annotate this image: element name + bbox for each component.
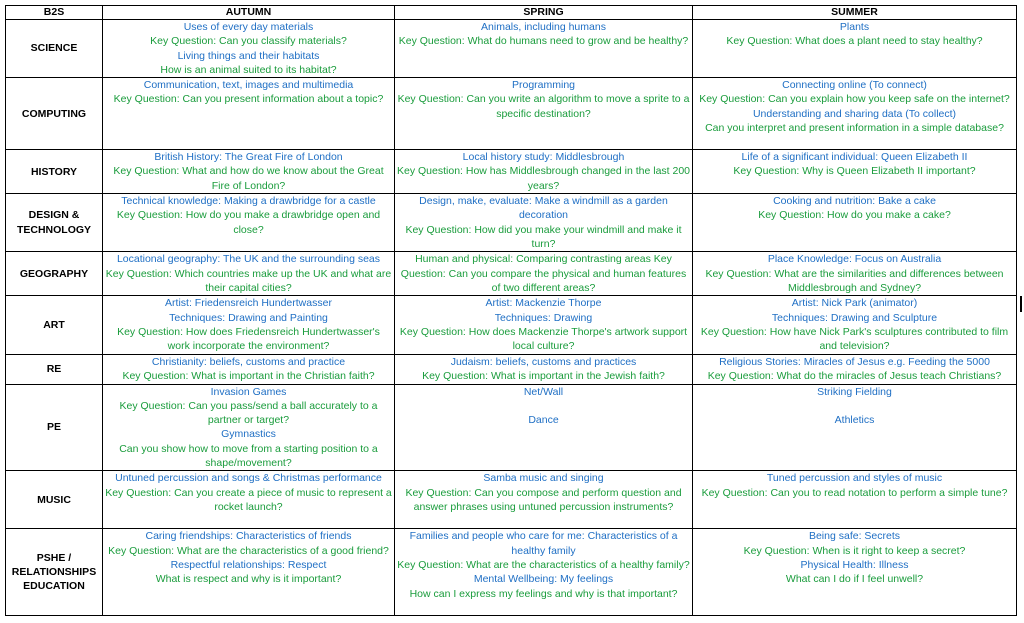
topic-line: Physical Health: Illness [800,558,909,571]
key-question: Can you interpret and present information in a simple database? [705,122,1004,135]
topic-line: Understanding and sharing data (To collect) [752,107,957,120]
cell-summer [693,252,1017,296]
key-question: Key Question: Can you present information about a topic? [113,93,384,106]
topic-line: Programming [511,79,576,92]
topic-line: Techniques: Drawing [494,311,593,324]
cell-spring [395,194,693,252]
curriculum-table [5,5,1017,616]
key-question: Key Question: What are the characteristics of a good friend? [108,544,389,557]
topic-line: Samba music and singing [483,472,604,485]
key-question: Key Question: Can you explain how you keep safe on the internet? [699,93,1010,106]
cell-spring [395,150,693,194]
topic-line: Life of a significant individual: Queen Elizabeth II [741,151,968,164]
subject-cell: SCIENCE [6,20,103,78]
key-question: Key Question: What is important in the Jewish faith? [422,369,665,382]
key-question: How is an animal suited to its habitat? [160,63,337,76]
key-question: Key Question: How has Middlesbrough changed in the last 200 years? [397,165,691,192]
topic-line: Judaism: beliefs, customs and practices [450,355,637,368]
cell-spring [395,296,693,354]
key-question: Key Question: How do you make a drawbridge open and close? [116,209,381,236]
table-row [6,354,1017,384]
key-question: Key Question: Can you write an algorithm to move a sprite to a specific destination? [397,93,690,120]
topic-line: Techniques: Drawing and Painting [169,311,328,324]
topic-line: Invasion Games [210,385,287,398]
topic-line: Cooking and nutrition: Bake a cake [773,195,936,208]
topic-line: Communication, text, images and multimedia [143,79,354,92]
table-row [6,150,1017,194]
cell-autumn [103,194,395,252]
key-question: Key Question: What are the similarities and differences between Middlesbrough and Sydney? [705,267,1004,294]
subject-cell: PE [6,384,103,471]
cell-spring [395,354,693,384]
cell-spring [395,529,693,616]
topic-line: Athletics [834,414,875,427]
topic-line: Living things and their habitats [177,49,320,62]
key-question: Key Question: Can you create a piece of music to represent a rocket launch? [105,486,392,513]
header-corner: B2S [6,6,103,20]
cell-autumn [103,20,395,78]
topic-line: Caring friendships: Characteristics of friends [145,530,352,543]
cell-spring [395,78,693,150]
topic-line: Connecting online (To connect) [782,79,927,92]
topic-line: Design, make, evaluate: Make a windmill as a garden decoration [419,195,668,222]
cell-autumn [103,384,395,471]
topic-line: Artist: Friedensreich Hundertwasser [165,297,332,310]
table-row [6,194,1017,252]
key-question: Key Question: Which countries make up the UK and what are their capital cities? [105,267,392,294]
key-question: Key Question: What do humans need to grow and be healthy? [398,35,689,48]
topic-line: British History: The Great Fire of London [154,151,343,164]
topic-line: Religious Stories: Miracles of Jesus e.g. Feeding the 5000 [719,355,990,368]
key-question: Key Question: What are the characteristics of a healthy family? [397,558,690,571]
table-row [6,252,1017,296]
header-row [6,6,1017,20]
subject-cell: HISTORY [6,150,103,194]
key-question: How can I express my feelings and why is that important? [409,587,678,600]
cell-summer [693,384,1017,471]
table-row [6,384,1017,471]
cell-spring [395,471,693,529]
subject-cell: ART [6,296,103,354]
topic-line: Artist: Nick Park (animator) [791,297,918,310]
cell-summer [693,20,1017,78]
subject-cell: GEOGRAPHY [6,252,103,296]
key-question: Key Question: How did you make your windmill and make it turn? [405,223,682,251]
cell-summer [693,296,1017,354]
cell-summer [693,150,1017,194]
topic-line: Christianity: beliefs, customs and practice [151,355,346,368]
key-question: Key Question: How do you make a cake? [758,209,951,222]
topic-line: Striking Fielding [817,385,892,398]
topic-line: Net/Wall [523,385,564,398]
key-question: Key Question: Can you pass/send a ball accurately to a partner or target? [119,399,378,427]
topic-line: Animals, including humans [481,21,606,33]
topic-line: Place Knowledge: Focus on Australia [767,253,942,266]
key-question: What can I do if I feel unwell? [785,573,924,586]
key-question: Key Question: Can you to read notation to perform a simple tune? [701,486,1008,499]
subject-cell: PSHE / RELATIONSHIPS EDUCATION [6,529,103,616]
key-question: Key Question: How does Mackenzie Thorpe's artwork support local culture? [399,325,688,353]
cell-summer [693,529,1017,616]
topic-line: Artist: Mackenzie Thorpe [485,297,602,310]
key-question: Key Question: Why is Queen Elizabeth II important? [733,165,976,178]
cell-spring [395,252,693,296]
topic-line: Families and people who care for me: Characteristics of a healthy family [409,530,678,557]
topic-line: Techniques: Drawing and Sculpture [771,311,938,324]
topic-line: Uses of every day materials [183,21,314,33]
spacer [695,399,1014,413]
cell-autumn [103,252,395,296]
cell-autumn [103,354,395,384]
topic-line: Tuned percussion and styles of music [766,472,943,485]
key-question: Key Question: What and how do we know about the Great Fire of London? [113,165,384,192]
topic-line: Dance [528,414,559,427]
key-question: Can you show how to move from a starting position to a shape/movement? [119,442,378,470]
cell-summer [693,471,1017,529]
topic-line: Being safe: Secrets [808,530,901,543]
cell-spring [395,20,693,78]
key-question: Key Question: How have Nick Park's sculptures contributed to film and television? [700,325,1009,353]
key-question: Key Question: How does Friedensreich Hundertwasser's work incorporate the environment? [117,325,380,353]
header-autumn: AUTUMN [103,6,395,20]
subject-cell: COMPUTING [6,78,103,150]
key-question: Key Question: What does a plant need to stay healthy? [726,35,983,48]
subject-cell: MUSIC [6,471,103,529]
key-question: Human and physical: Comparing contrasting areas Key Question: Can you compare the physical and human features of two different areas? [400,253,687,294]
topic-line: Plants [839,21,870,33]
subject-cell: RE [6,354,103,384]
key-question: What is respect and why is it important? [155,573,342,586]
header-summer: SUMMER [693,6,1017,20]
table-row [6,78,1017,150]
cell-summer [693,78,1017,150]
key-question: Key Question: When is it right to keep a secret? [743,544,966,557]
key-question: Key Question: Can you classify materials? [150,35,347,48]
topic-line: Untuned percussion and songs & Christmas performance [115,472,382,485]
cell-autumn [103,529,395,616]
cell-autumn [103,296,395,354]
cell-summer [693,354,1017,384]
spacer [397,399,690,413]
table-row [6,296,1017,354]
subject-cell: DESIGN & TECHNOLOGY [6,194,103,252]
table-row [6,20,1017,78]
topic-line: Respectful relationships: Respect [170,558,327,571]
key-question: Key Question: Can you compose and perform question and answer phrases using untuned percussion instruments? [405,486,682,513]
cell-spring [395,384,693,471]
cell-summer [693,194,1017,252]
curriculum-map [5,5,1017,616]
topic-line: Gymnastics [221,428,276,441]
key-question: Key Question: What is important in the Christian faith? [122,369,375,382]
cell-autumn [103,471,395,529]
topic-line: Locational geography: The UK and the surrounding seas [116,253,381,266]
cell-autumn [103,78,395,150]
table-row [6,529,1017,616]
edge-mark [1020,296,1022,312]
key-question: Key Question: What do the miracles of Jesus teach Christians? [707,369,1002,382]
table-row [6,471,1017,529]
header-spring: SPRING [395,6,693,20]
topic-line: Mental Wellbeing: My feelings [473,573,614,586]
topic-line: Local history study: Middlesbrough [462,151,625,164]
cell-autumn [103,150,395,194]
topic-line: Technical knowledge: Making a drawbridge for a castle [121,195,376,208]
